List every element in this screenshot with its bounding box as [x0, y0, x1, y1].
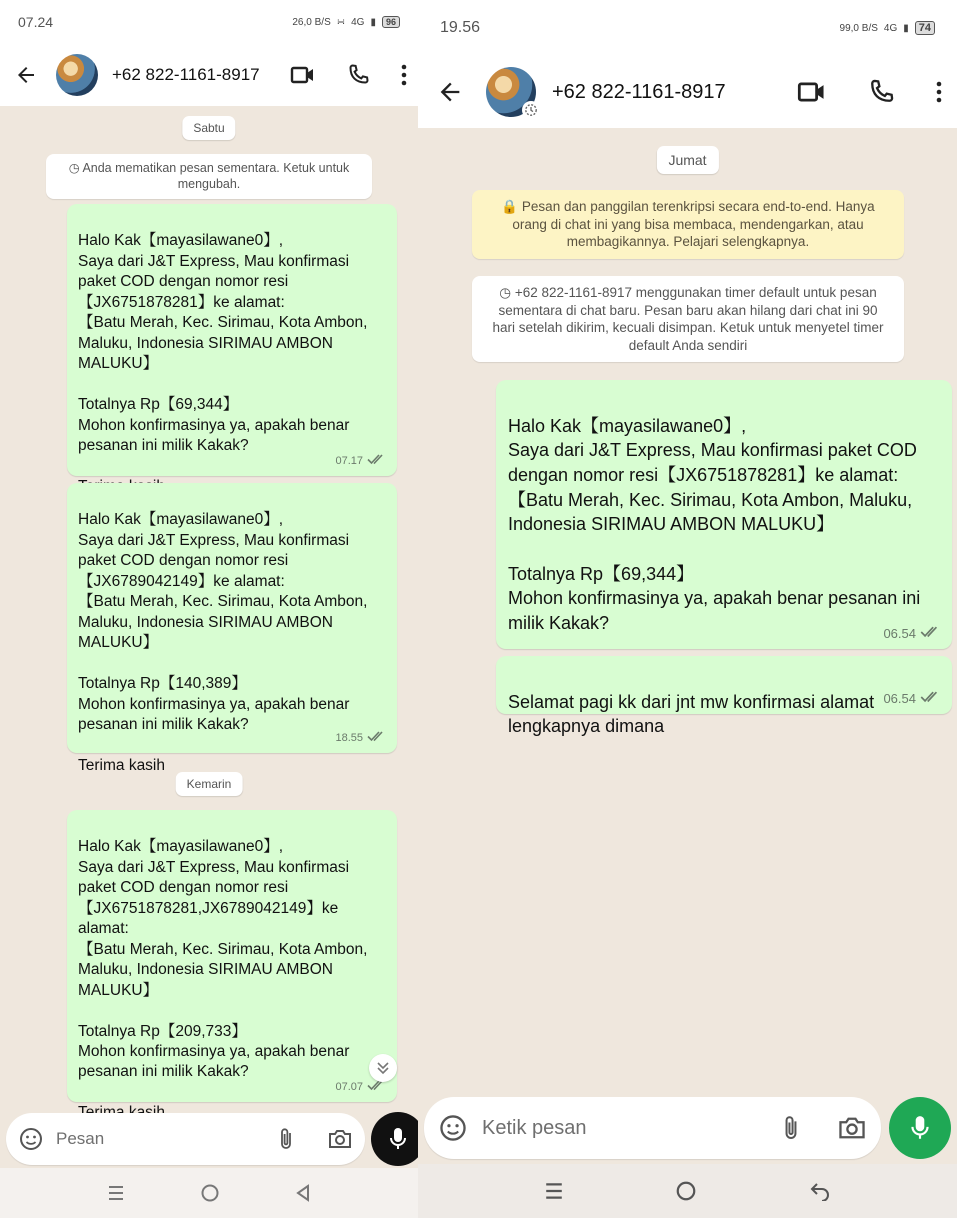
- status-time: 19.56: [440, 19, 481, 36]
- message-text: Halo Kak【mayasilawane0】, Saya dari J&T Express, Mau konfirmasi paket COD dengan nomor resi 【JX6751878281】ke alamat: 【Batu Merah, Kec. Sirimau, Kota Ambon, Maluku, Indonesia SIRIMAU AMBON MALUKU】 Totalnya Rp【69,344】 Mohon konfirmasinya ya, apakah benar pesanan ini milik Kakak?: [78, 232, 368, 454]
- status-indicators: [840, 21, 935, 35]
- message-meta: [335, 453, 387, 470]
- scroll-down-icon[interactable]: [369, 1054, 397, 1082]
- wifi-icon: ∺: [336, 16, 346, 28]
- home-icon[interactable]: [675, 1180, 697, 1202]
- date-chip: Jumat: [656, 146, 718, 174]
- chat-header: [0, 44, 418, 106]
- signal-icon: ▮: [903, 22, 909, 34]
- chat-header: [418, 56, 957, 128]
- message-time: 06.54: [883, 691, 916, 707]
- mic-icon: [910, 1114, 930, 1142]
- sticker-icon[interactable]: [438, 1113, 468, 1143]
- net-speed: 26,0 B/S: [292, 16, 331, 28]
- left-screenshot: [0, 0, 418, 1218]
- message-meta: [883, 625, 942, 643]
- video-call-icon[interactable]: [290, 64, 316, 86]
- message-input-box: [424, 1097, 881, 1159]
- message-bubble[interactable]: [67, 483, 397, 774]
- system-nav-bar: [418, 1164, 957, 1218]
- back-arrow-icon[interactable]: [14, 63, 38, 87]
- status-bar: [418, 0, 957, 56]
- lock-icon: 🔒: [501, 199, 519, 214]
- mic-icon: [389, 1126, 407, 1152]
- header-actions: [797, 78, 943, 106]
- recents-icon[interactable]: [107, 1185, 125, 1201]
- message-time: 07.17: [335, 455, 363, 468]
- double-check-icon: [920, 625, 942, 643]
- signal-icon: ▮: [370, 16, 376, 28]
- status-bar: [0, 0, 418, 44]
- home-icon[interactable]: [200, 1183, 220, 1203]
- timer-icon: [522, 101, 540, 119]
- message-bubble[interactable]: [67, 810, 397, 1102]
- message-input[interactable]: [56, 1129, 277, 1149]
- system-nav-bar: [0, 1168, 418, 1218]
- avatar[interactable]: [56, 54, 98, 96]
- message-bubble[interactable]: [67, 204, 397, 476]
- message-time: 06.54: [883, 626, 916, 642]
- recents-icon[interactable]: [544, 1182, 564, 1200]
- camera-icon[interactable]: [327, 1128, 353, 1150]
- message-text: Selamat pagi kk dari jnt mw konfirmasi alamat lengkapnya dimana: [508, 691, 875, 737]
- phone-icon[interactable]: [867, 78, 895, 106]
- more-vert-icon[interactable]: [400, 64, 408, 86]
- timer-icon: ◷: [499, 285, 512, 300]
- back-arrow-icon[interactable]: [436, 78, 464, 106]
- chat-area[interactable]: [0, 106, 418, 1110]
- date-chip: Sabtu: [182, 116, 235, 140]
- status-time: 07.24: [18, 14, 54, 30]
- chat-area[interactable]: [418, 128, 957, 1090]
- attach-icon[interactable]: [781, 1113, 801, 1143]
- attach-icon[interactable]: [277, 1126, 295, 1152]
- battery-level: 96: [382, 16, 400, 28]
- back-nav-icon[interactable]: [295, 1184, 311, 1202]
- battery-level: 74: [915, 21, 935, 35]
- timer-icon: ◷: [68, 161, 80, 175]
- timer-notice[interactable]: ◷ +62 822-1161-8917 menggunakan timer default untuk pesan sementara di chat baru. Pesan baru akan hilang dari chat ini 90 hari setelah dikirim, kecuali disimpan. Ketuk untuk menyetel timer default Anda sendiri: [472, 276, 904, 362]
- composer: [418, 1092, 957, 1164]
- camera-icon[interactable]: [837, 1115, 867, 1141]
- right-screenshot: [418, 0, 957, 1218]
- double-check-icon: [367, 730, 387, 747]
- message-bubble[interactable]: [496, 656, 952, 737]
- message-time: 18.55: [335, 732, 363, 745]
- message-input[interactable]: [482, 1117, 781, 1140]
- message-input-box: [6, 1113, 365, 1165]
- message-text: Halo Kak【mayasilawane0】, Saya dari J&T Express, Mau konfirmasi paket COD dengan nomor resi 【JX6751878281,JX6789042149】ke alamat: 【Batu Merah, Kec. Sirimau, Kota Ambon, Maluku, Indonesia SIRIMAU AMBON MALUKU】 Totalnya Rp【209,733】 Mohon konfirmasinya ya, apakah benar pesanan ini milik Kakak?: [78, 838, 368, 1081]
- contact-name[interactable]: +62 822-1161-8917: [112, 65, 260, 84]
- message-bubble[interactable]: [496, 380, 952, 649]
- encryption-notice[interactable]: 🔒 Pesan dan panggilan terenkripsi secara end-to-end. Hanya orang di chat ini yang bisa membaca, mendengarkan, atau membagikannya. Pelajari selengkapnya.: [472, 190, 904, 259]
- message-text: Halo Kak【mayasilawane0】, Saya dari J&T Express, Mau konfirmasi paket COD dengan nomor resi 【JX6789042149】ke alamat: 【Batu Merah, Kec. Sirimau, Kota Ambon, Maluku, Indonesia SIRIMAU AMBON MALUKU】 Totalnya Rp【140,389】 Mohon konfirmasinya ya, apakah benar pesanan ini milik Kakak? Terima kasih: [78, 511, 368, 774]
- mic-button[interactable]: [889, 1097, 951, 1159]
- phone-icon[interactable]: [346, 63, 370, 87]
- system-message[interactable]: ◷ Anda mematikan pesan sementara. Ketuk untuk mengubah.: [46, 154, 372, 199]
- message-meta: [335, 730, 387, 747]
- sticker-icon[interactable]: [18, 1126, 44, 1152]
- avatar[interactable]: [486, 67, 536, 117]
- video-call-icon[interactable]: [797, 79, 827, 105]
- message-meta: [883, 690, 942, 708]
- network-type: 4G: [351, 16, 365, 28]
- message-meta: [335, 1079, 387, 1096]
- double-check-icon: [920, 690, 942, 708]
- double-check-icon: [367, 453, 387, 470]
- contact-name[interactable]: +62 822-1161-8917: [552, 80, 726, 103]
- status-indicators: [292, 16, 400, 28]
- network-type: 4G: [883, 22, 898, 34]
- more-vert-icon[interactable]: [935, 79, 943, 105]
- message-time: 07.07: [335, 1081, 363, 1094]
- date-chip: Kemarin: [176, 772, 243, 796]
- header-actions: [290, 63, 408, 87]
- back-nav-icon[interactable]: [809, 1181, 831, 1201]
- mic-button[interactable]: [371, 1112, 418, 1166]
- net-speed: 99,0 B/S: [839, 22, 878, 34]
- composer: [0, 1110, 418, 1168]
- message-text: Halo Kak【mayasilawane0】, Saya dari J&T Express, Mau konfirmasi paket COD dengan nomor resi【JX6751878281】ke alamat: 【Batu Merah, Kec. Sirimau, Kota Ambon, Maluku, Indonesia SIRIMAU AMBON MALUKU】 Totalnya Rp【69,344】 Mohon konfirmasinya ya, apakah benar pesanan ini milik Kakak?: [508, 415, 921, 633]
